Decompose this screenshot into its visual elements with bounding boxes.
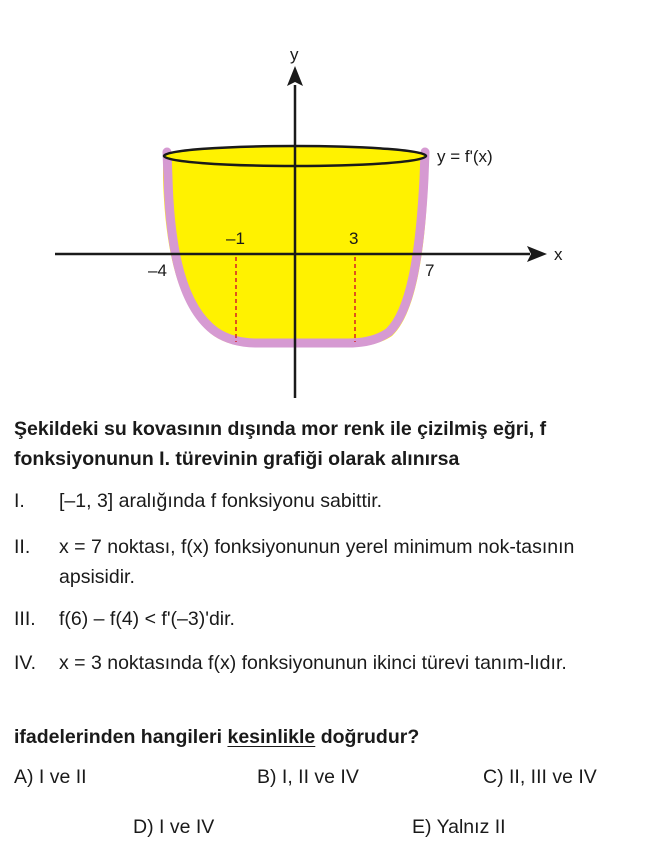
statement-3-text: f(6) – f(4) < f'(–3)'dir.: [59, 608, 235, 630]
option-b[interactable]: B) I, II ve IV: [257, 766, 359, 788]
option-a[interactable]: A) I ve II: [14, 766, 87, 788]
bucket-figure: [0, 0, 660, 405]
statement-1-number: I.: [14, 490, 25, 512]
question-stem: Şekildeki su kovasının dışında mor renk ile çizilmiş eğri, f fonksiyonunun I. türevinin grafiği olarak alınırsa: [14, 418, 547, 470]
question-prompt: [14, 726, 419, 749]
question-prompt-start: ifadelerinden hangileri: [14, 726, 228, 748]
question-prompt-emphasis: kesinlikle: [227, 726, 316, 748]
x-axis-label: x: [554, 245, 563, 264]
statement-4-number: IV.: [14, 652, 37, 674]
y-axis-label: y: [290, 45, 299, 64]
statement-1-text: [–1, 3] aralığında f fonksiyonu sabittir.: [59, 490, 383, 512]
option-c[interactable]: C) II, III ve IV: [483, 766, 597, 788]
tick-label-neg1: –1: [226, 229, 245, 248]
question-prompt-end: doğrudur?: [315, 726, 420, 748]
tick-label-3: 3: [349, 229, 359, 248]
tick-label-neg4: –4: [148, 261, 167, 280]
statement-2-number: II.: [14, 536, 31, 558]
y-axis-arrow: [287, 66, 303, 86]
option-e[interactable]: E) Yalnız II: [412, 816, 506, 838]
statement-2-text: x = 7 noktası, f(x) fonksiyonunun yerel minimum nok-tasının apsisidir.: [59, 536, 575, 588]
option-d[interactable]: D) I ve IV: [133, 816, 215, 838]
tick-label-7: 7: [425, 261, 435, 280]
statement-4-text: x = 3 noktasında f(x) fonksiyonunun ikinci türevi tanım-lıdır.: [59, 652, 567, 674]
curve-label: y = f'(x): [437, 147, 493, 166]
statement-3-number: III.: [14, 608, 36, 630]
